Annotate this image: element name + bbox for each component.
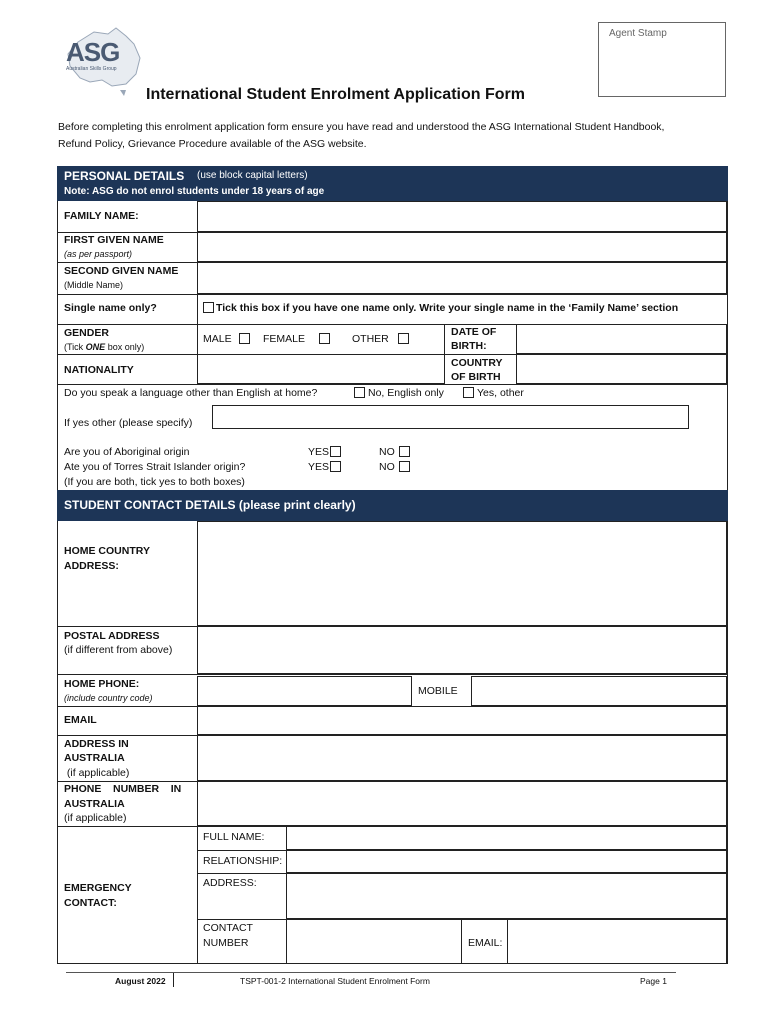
contact-heading: STUDENT CONTACT DETAILS (please print clearly)	[64, 498, 356, 512]
if-yes-label: If yes other (please specify)	[64, 417, 193, 429]
footer-date: August 2022	[115, 976, 166, 986]
contact-number-label-2: NUMBER	[203, 937, 249, 949]
home-address-label-2: ADDRESS:	[64, 560, 119, 572]
single-name-instructions: Tick this box if you have one name only. Write your single name in the ‘Family Name’ section	[216, 302, 679, 314]
au-phone-label-1: PHONE NUMBER IN	[64, 783, 182, 795]
page-title: International Student Enrolment Application Form	[146, 86, 525, 103]
both-note: (If you are both, tick yes to both boxes)	[64, 476, 245, 488]
full-name-label: FULL NAME:	[203, 831, 265, 843]
au-phone-note: (if applicable)	[64, 812, 127, 824]
logo-subtext: Australian Skills Group	[66, 66, 117, 72]
au-phone-input[interactable]	[197, 781, 727, 826]
aboriginal-no-label: NO	[379, 446, 395, 458]
cob-label-2: OF BIRTH	[451, 371, 501, 383]
emergency-email-input[interactable]	[507, 919, 727, 964]
second-given-input[interactable]	[197, 262, 727, 294]
address-label: ADDRESS:	[203, 877, 257, 889]
first-given-note: (as per passport)	[64, 249, 133, 259]
nationality-input[interactable]	[197, 354, 445, 384]
torres-question: Ate you of Torres Strait Islander origin?	[64, 461, 246, 473]
cob-label-1: COUNTRY	[451, 357, 503, 369]
family-name-label: FAMILY NAME:	[64, 210, 139, 222]
contact-details-header	[57, 490, 728, 521]
first-given-input[interactable]	[197, 232, 727, 262]
aboriginal-yes-checkbox[interactable]	[330, 446, 341, 457]
nationality-label: NATIONALITY	[64, 364, 134, 376]
aboriginal-question: Are you of Aboriginal origin	[64, 446, 190, 458]
torres-no-label: NO	[379, 461, 395, 473]
personal-heading-note: (use block capital letters)	[197, 170, 308, 181]
second-given-note: (Middle Name)	[64, 280, 124, 290]
gender-label: GENDER	[64, 327, 109, 339]
personal-details-header	[57, 166, 728, 201]
no-english-checkbox[interactable]	[354, 387, 365, 398]
relationship-input[interactable]	[286, 850, 727, 873]
asg-logo	[60, 24, 146, 100]
au-address-input[interactable]	[197, 735, 727, 781]
emergency-email-label: EMAIL:	[468, 937, 503, 949]
contact-number-input[interactable]	[286, 919, 462, 964]
dob-label-2: BIRTH:	[451, 340, 487, 352]
language-question: Do you speak a language other than English at home?	[64, 387, 318, 399]
home-address-label-1: HOME COUNTRY	[64, 545, 150, 557]
postal-address-input[interactable]	[197, 626, 727, 674]
agent-stamp-label: Agent Stamp	[609, 28, 667, 39]
single-name-checkbox[interactable]	[203, 302, 214, 313]
au-address-note: (if applicable)	[64, 767, 130, 779]
cob-input[interactable]	[516, 354, 727, 384]
dob-label-1: DATE OF	[451, 326, 497, 338]
postal-address-label: POSTAL ADDRESS	[64, 630, 160, 642]
email-input[interactable]	[197, 706, 727, 735]
male-label: MALE	[203, 333, 232, 345]
full-name-input[interactable]	[286, 826, 727, 850]
aboriginal-yes-label: YES	[308, 446, 330, 458]
other-language-input[interactable]	[212, 405, 689, 429]
torres-yes-label: YES	[308, 461, 330, 473]
female-checkbox[interactable]	[319, 333, 330, 344]
mobile-input[interactable]	[471, 676, 727, 706]
other-label: OTHER	[352, 333, 389, 345]
emergency-label-1: EMERGENCY	[64, 882, 132, 894]
home-phone-label: HOME PHONE:	[64, 678, 140, 690]
torres-yes-checkbox[interactable]	[330, 461, 341, 472]
footer-rule	[66, 972, 676, 973]
au-phone-label-2: AUSTRALIA	[64, 798, 125, 810]
home-phone-input[interactable]	[197, 676, 412, 706]
au-address-label-2: AUSTRALIA	[64, 752, 125, 764]
personal-heading: PERSONAL DETAILS	[64, 169, 185, 183]
emergency-label-2: CONTACT:	[64, 897, 117, 909]
footer-page: Page 1	[640, 976, 667, 986]
aboriginal-no-checkbox[interactable]	[399, 446, 410, 457]
relationship-label: RELATIONSHIP:	[203, 855, 283, 867]
female-label: FEMALE	[263, 333, 306, 345]
intro-text: Before completing this enrolment application form ensure you have read and understood the ASG International Student Handbook, Refund Policy, Grievance Procedure available of the ASG website.	[58, 121, 665, 150]
emergency-address-input[interactable]	[286, 873, 727, 919]
no-english-label: No, English only	[368, 387, 444, 399]
male-checkbox[interactable]	[239, 333, 250, 344]
logo-text: ASG	[66, 37, 120, 67]
postal-address-note: (if different from above)	[64, 644, 173, 656]
single-name-label: Single name only?	[64, 302, 157, 314]
torres-no-checkbox[interactable]	[399, 461, 410, 472]
other-checkbox[interactable]	[398, 333, 409, 344]
age-note: Note: ASG do not enrol students under 18 years of age	[64, 186, 325, 197]
email-label: EMAIL	[64, 714, 97, 726]
gender-note: (Tick ONE box only)	[64, 342, 145, 352]
contact-number-label-1: CONTACT	[203, 922, 253, 934]
footer-doc: TSPT-001-2 International Student Enrolment Form	[240, 976, 430, 986]
second-given-label: SECOND GIVEN NAME	[64, 265, 179, 277]
au-address-label-1: ADDRESS IN	[64, 738, 129, 750]
dob-input[interactable]	[516, 324, 727, 354]
home-phone-note: (include country code)	[64, 693, 153, 703]
yes-other-label: Yes, other	[477, 387, 524, 399]
agent-stamp-box	[598, 22, 726, 97]
yes-other-checkbox[interactable]	[463, 387, 474, 398]
home-address-input[interactable]	[197, 521, 727, 626]
family-name-input[interactable]	[197, 201, 727, 232]
mobile-label: MOBILE	[418, 685, 458, 697]
first-given-label: FIRST GIVEN NAME	[64, 234, 164, 246]
